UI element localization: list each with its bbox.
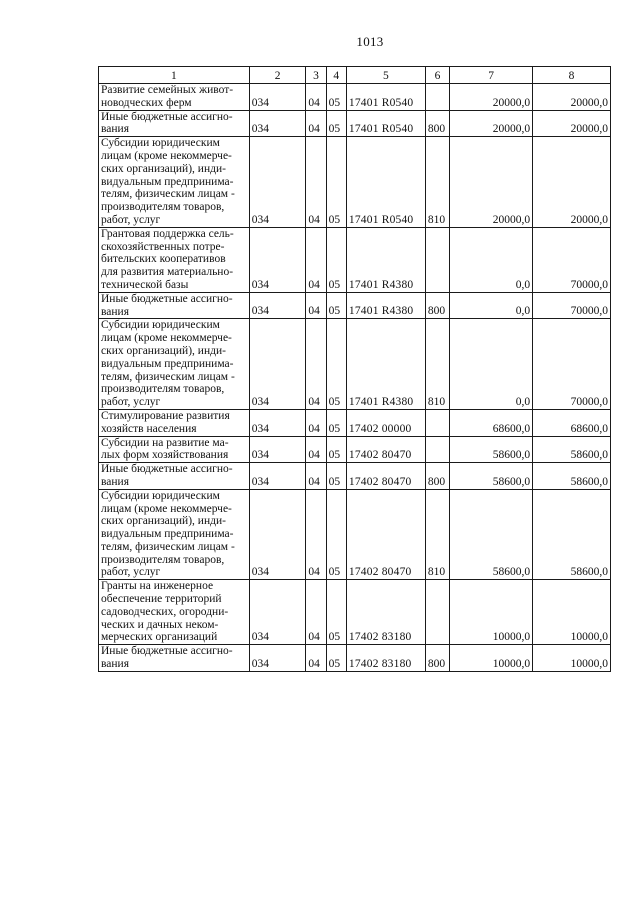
- row-vr-cell: [425, 84, 449, 111]
- table-row: [99, 580, 611, 645]
- row-rz-cell: 04: [306, 436, 326, 463]
- row-target-cell: 17402 80470: [346, 436, 425, 463]
- row-name-cell: Субсидии юридическим лицам (кроме некоммерче- ских организаций), инди- видуальным предпринима- телям, физическим лицам - производителям товаров, работ, услуг: [99, 319, 250, 410]
- row-amount-cell: 58600,0: [533, 489, 611, 580]
- row-target-cell: 17401 R0540: [346, 137, 425, 228]
- row-name-cell: Субсидии на развитие ма- лых форм хозяйствования: [99, 436, 250, 463]
- row-target-cell: 17402 00000: [346, 409, 425, 436]
- row-name-cell: Субсидии юридическим лицам (кроме некоммерче- ских организаций), инди- видуальным предпринима- телям, физическим лицам - производителям товаров, работ, услуг: [99, 489, 250, 580]
- row-vr-cell: 810: [425, 319, 449, 410]
- row-amount-cell: 10000,0: [533, 645, 611, 672]
- row-name-cell: Стимулирование развития хозяйств населения: [99, 409, 250, 436]
- row-rz-cell: 04: [306, 227, 326, 292]
- row-amount-cell: 10000,0: [450, 645, 533, 672]
- row-amount-cell: 58600,0: [533, 436, 611, 463]
- column-header: 2: [249, 67, 306, 84]
- row-name-cell: Развитие семейных живот- новодческих ферм: [99, 84, 250, 111]
- row-gr-cell: 034: [249, 409, 306, 436]
- row-name-cell: Иные бюджетные ассигно- вания: [99, 292, 250, 319]
- row-amount-cell: 70000,0: [533, 292, 611, 319]
- table-row: [99, 319, 611, 410]
- row-amount-cell: 58600,0: [533, 463, 611, 490]
- table-header-row: [99, 67, 611, 84]
- row-amount-cell: 58600,0: [450, 463, 533, 490]
- row-vr-cell: [425, 436, 449, 463]
- row-amount-cell: 20000,0: [450, 110, 533, 137]
- table-row: [99, 227, 611, 292]
- row-amount-cell: 0,0: [450, 319, 533, 410]
- row-gr-cell: 034: [249, 227, 306, 292]
- row-amount-cell: 58600,0: [450, 489, 533, 580]
- row-target-cell: 17401 R0540: [346, 110, 425, 137]
- row-gr-cell: 034: [249, 292, 306, 319]
- row-target-cell: 17401 R0540: [346, 84, 425, 111]
- column-header: 3: [306, 67, 326, 84]
- row-name-cell: Грантовая поддержка сель- скохозяйственных потре- бительских кооперативов для развития материально- технической базы: [99, 227, 250, 292]
- row-vr-cell: 800: [425, 292, 449, 319]
- row-target-cell: 17402 80470: [346, 463, 425, 490]
- row-target-cell: 17401 R4380: [346, 292, 425, 319]
- table-row: [99, 137, 611, 228]
- row-amount-cell: 10000,0: [450, 580, 533, 645]
- row-gr-cell: 034: [249, 463, 306, 490]
- row-amount-cell: 58600,0: [450, 436, 533, 463]
- row-amount-cell: 68600,0: [450, 409, 533, 436]
- row-vr-cell: 800: [425, 645, 449, 672]
- column-header: 1: [99, 67, 250, 84]
- column-header: 6: [425, 67, 449, 84]
- row-vr-cell: [425, 227, 449, 292]
- row-rz-cell: 04: [306, 110, 326, 137]
- row-amount-cell: 10000,0: [533, 580, 611, 645]
- row-target-cell: 17401 R4380: [346, 319, 425, 410]
- row-rz-cell: 04: [306, 489, 326, 580]
- row-amount-cell: 20000,0: [450, 84, 533, 111]
- row-name-cell: Иные бюджетные ассигно- вания: [99, 645, 250, 672]
- row-rz-cell: 04: [306, 84, 326, 111]
- row-rz-cell: 04: [306, 409, 326, 436]
- row-pr-cell: 05: [326, 580, 346, 645]
- row-rz-cell: 04: [306, 292, 326, 319]
- row-pr-cell: 05: [326, 645, 346, 672]
- row-gr-cell: 034: [249, 110, 306, 137]
- row-amount-cell: 20000,0: [533, 110, 611, 137]
- row-gr-cell: 034: [249, 436, 306, 463]
- row-vr-cell: 800: [425, 110, 449, 137]
- row-pr-cell: 05: [326, 409, 346, 436]
- column-header: 5: [346, 67, 425, 84]
- row-amount-cell: 70000,0: [533, 227, 611, 292]
- row-rz-cell: 04: [306, 137, 326, 228]
- row-target-cell: 17402 83180: [346, 580, 425, 645]
- row-rz-cell: 04: [306, 463, 326, 490]
- row-name-cell: Субсидии юридическим лицам (кроме некоммерче- ских организаций), инди- видуальным предпринима- телям, физическим лицам - производителям товаров, работ, услуг: [99, 137, 250, 228]
- row-amount-cell: 68600,0: [533, 409, 611, 436]
- row-name-cell: Иные бюджетные ассигно- вания: [99, 110, 250, 137]
- row-rz-cell: 04: [306, 319, 326, 410]
- row-pr-cell: 05: [326, 227, 346, 292]
- row-target-cell: 17402 80470: [346, 489, 425, 580]
- row-gr-cell: 034: [249, 137, 306, 228]
- page-number: 1013: [356, 34, 384, 49]
- row-amount-cell: 0,0: [450, 292, 533, 319]
- table-row: [99, 436, 611, 463]
- table-row: [99, 84, 611, 111]
- row-gr-cell: 034: [249, 489, 306, 580]
- column-header: 7: [450, 67, 533, 84]
- table-row: [99, 645, 611, 672]
- row-pr-cell: 05: [326, 84, 346, 111]
- row-gr-cell: 034: [249, 84, 306, 111]
- row-vr-cell: [425, 409, 449, 436]
- row-gr-cell: 034: [249, 319, 306, 410]
- budget-table: [98, 66, 611, 672]
- row-name-cell: Гранты на инженерное обеспечение территорий садоводческих, огородни- ческих и дачных неком- мерческих организаций: [99, 580, 250, 645]
- row-target-cell: 17402 83180: [346, 645, 425, 672]
- row-target-cell: 17401 R4380: [346, 227, 425, 292]
- row-pr-cell: 05: [326, 489, 346, 580]
- row-vr-cell: 800: [425, 463, 449, 490]
- row-pr-cell: 05: [326, 110, 346, 137]
- table-row: [99, 463, 611, 490]
- column-header: 4: [326, 67, 346, 84]
- table-row: [99, 409, 611, 436]
- row-rz-cell: 04: [306, 645, 326, 672]
- row-rz-cell: 04: [306, 580, 326, 645]
- table-row: [99, 489, 611, 580]
- row-amount-cell: 70000,0: [533, 319, 611, 410]
- row-pr-cell: 05: [326, 292, 346, 319]
- table-row: [99, 110, 611, 137]
- column-header: 8: [533, 67, 611, 84]
- row-vr-cell: 810: [425, 137, 449, 228]
- row-amount-cell: 20000,0: [450, 137, 533, 228]
- row-gr-cell: 034: [249, 580, 306, 645]
- row-gr-cell: 034: [249, 645, 306, 672]
- row-amount-cell: 20000,0: [533, 137, 611, 228]
- row-name-cell: Иные бюджетные ассигно- вания: [99, 463, 250, 490]
- row-amount-cell: 20000,0: [533, 84, 611, 111]
- row-pr-cell: 05: [326, 436, 346, 463]
- row-pr-cell: 05: [326, 137, 346, 228]
- row-vr-cell: [425, 580, 449, 645]
- row-amount-cell: 0,0: [450, 227, 533, 292]
- row-pr-cell: 05: [326, 463, 346, 490]
- table-row: [99, 292, 611, 319]
- row-vr-cell: 810: [425, 489, 449, 580]
- row-pr-cell: 05: [326, 319, 346, 410]
